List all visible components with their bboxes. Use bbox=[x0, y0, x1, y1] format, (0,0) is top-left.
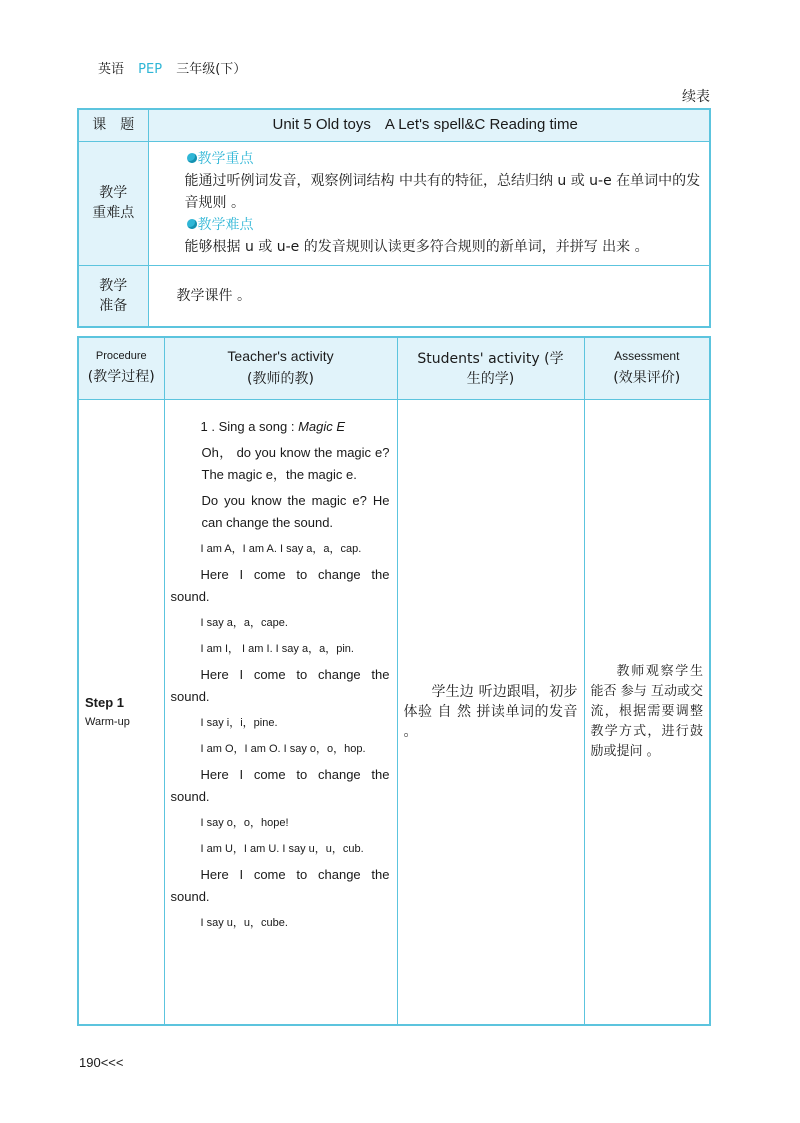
bullet-icon bbox=[187, 219, 197, 229]
page-number: 190<<< bbox=[79, 1055, 124, 1070]
assessment-header-zh: (效果评价) bbox=[613, 370, 681, 387]
teacher-header-en: Teacher's activity bbox=[227, 348, 334, 365]
step-subtitle: Warm-up bbox=[85, 716, 130, 729]
subject-label: 英语 bbox=[98, 62, 125, 77]
difficulty-heading: 教学难点 bbox=[197, 217, 254, 233]
teacher-activity-cell bbox=[164, 399, 397, 1025]
bullet-icon bbox=[187, 153, 197, 163]
lyric-line: I am O，I am O. I say o，o，hop. bbox=[200, 742, 366, 755]
difficulty-cell bbox=[148, 141, 710, 265]
teacher-header-zh: (教师的教) bbox=[247, 371, 314, 388]
grade-label: 三年级(下） bbox=[176, 62, 247, 77]
lyric-line: Do you know the magic e? He can change the sound. bbox=[201, 492, 390, 530]
lyric-line: I am I， I am I. I say a，a，pin. bbox=[200, 642, 354, 655]
pep-label: PEP bbox=[138, 62, 163, 77]
difficulty-text: 能够根据 u 或 u-e 的发音规则认读更多符合规则的新单词，并拼写 出来 。 bbox=[184, 239, 649, 255]
assessment-text: 教师观察学生能否 参与 互动或交流，根据需要调整教学方式，进行鼓励或提问 。 bbox=[590, 663, 703, 759]
focus-text: 能通过听例词发音，观察例词结构 中共有的特征，总结归纳 u 或 u-e 在单词中的发音规则 。 bbox=[184, 173, 701, 211]
prep-text: 教学课件 。 bbox=[148, 265, 710, 327]
focus-heading: 教学重点 bbox=[197, 151, 254, 167]
difficulty-label: 教学 重难点 bbox=[78, 141, 148, 265]
lyric-line: I say a，a，cape. bbox=[200, 616, 288, 629]
lesson-title: A Let's spell&C Reading time bbox=[384, 116, 578, 134]
lyric-line: I am A，I am A. I say a，a，cap. bbox=[200, 542, 362, 555]
assessment-header bbox=[584, 337, 710, 399]
lesson-info-table bbox=[77, 108, 711, 328]
procedure-header-en: Procedure bbox=[95, 350, 147, 363]
continued-label: 续表 bbox=[682, 89, 710, 105]
lyric-line: I say i，i，pine. bbox=[200, 716, 278, 729]
book-header bbox=[98, 58, 246, 77]
lyric-line: Here I come to change the sound. bbox=[170, 666, 390, 704]
topic-label-cell bbox=[78, 109, 148, 141]
song-prefix: 1 . Sing a song : bbox=[200, 418, 295, 434]
lyric-line: I am U，I am U. I say u，u，cub. bbox=[200, 842, 364, 855]
assessment-header-en: Assessment bbox=[614, 349, 680, 364]
teacher-header bbox=[164, 337, 397, 399]
song-title: Magic E bbox=[298, 418, 346, 434]
procedure-table bbox=[77, 336, 711, 1026]
student-header: Students' activity (学 生的学) bbox=[397, 337, 584, 399]
lyric-line: I say u，u，cube. bbox=[200, 916, 288, 929]
student-activity-cell bbox=[397, 399, 584, 1025]
lyric-line: I say o，o，hope! bbox=[200, 816, 289, 829]
assessment-cell bbox=[584, 399, 710, 1025]
prep-label: 教学 准备 bbox=[78, 265, 148, 327]
lyric-line: Here I come to change the sound. bbox=[170, 866, 390, 904]
unit-title: Unit 5 Old toys bbox=[272, 116, 371, 134]
lyric-line: Here I come to change the sound. bbox=[170, 566, 390, 604]
step-name: Step 1 bbox=[85, 695, 125, 711]
topic-label: 课 题 bbox=[92, 117, 135, 134]
step-cell bbox=[78, 399, 164, 1025]
lesson-title-cell bbox=[148, 109, 710, 141]
lyric-line: Here I come to change the sound. bbox=[170, 766, 390, 804]
student-activity-text: 学生边 听边跟唱，初步体验 自 然 拼读单词的发音 。 bbox=[403, 683, 578, 740]
procedure-header-zh: (教学过程) bbox=[87, 369, 155, 386]
procedure-header bbox=[78, 337, 164, 399]
lyric-line: Oh， do you know the magic e? The magic e，the magic e. bbox=[201, 444, 390, 482]
